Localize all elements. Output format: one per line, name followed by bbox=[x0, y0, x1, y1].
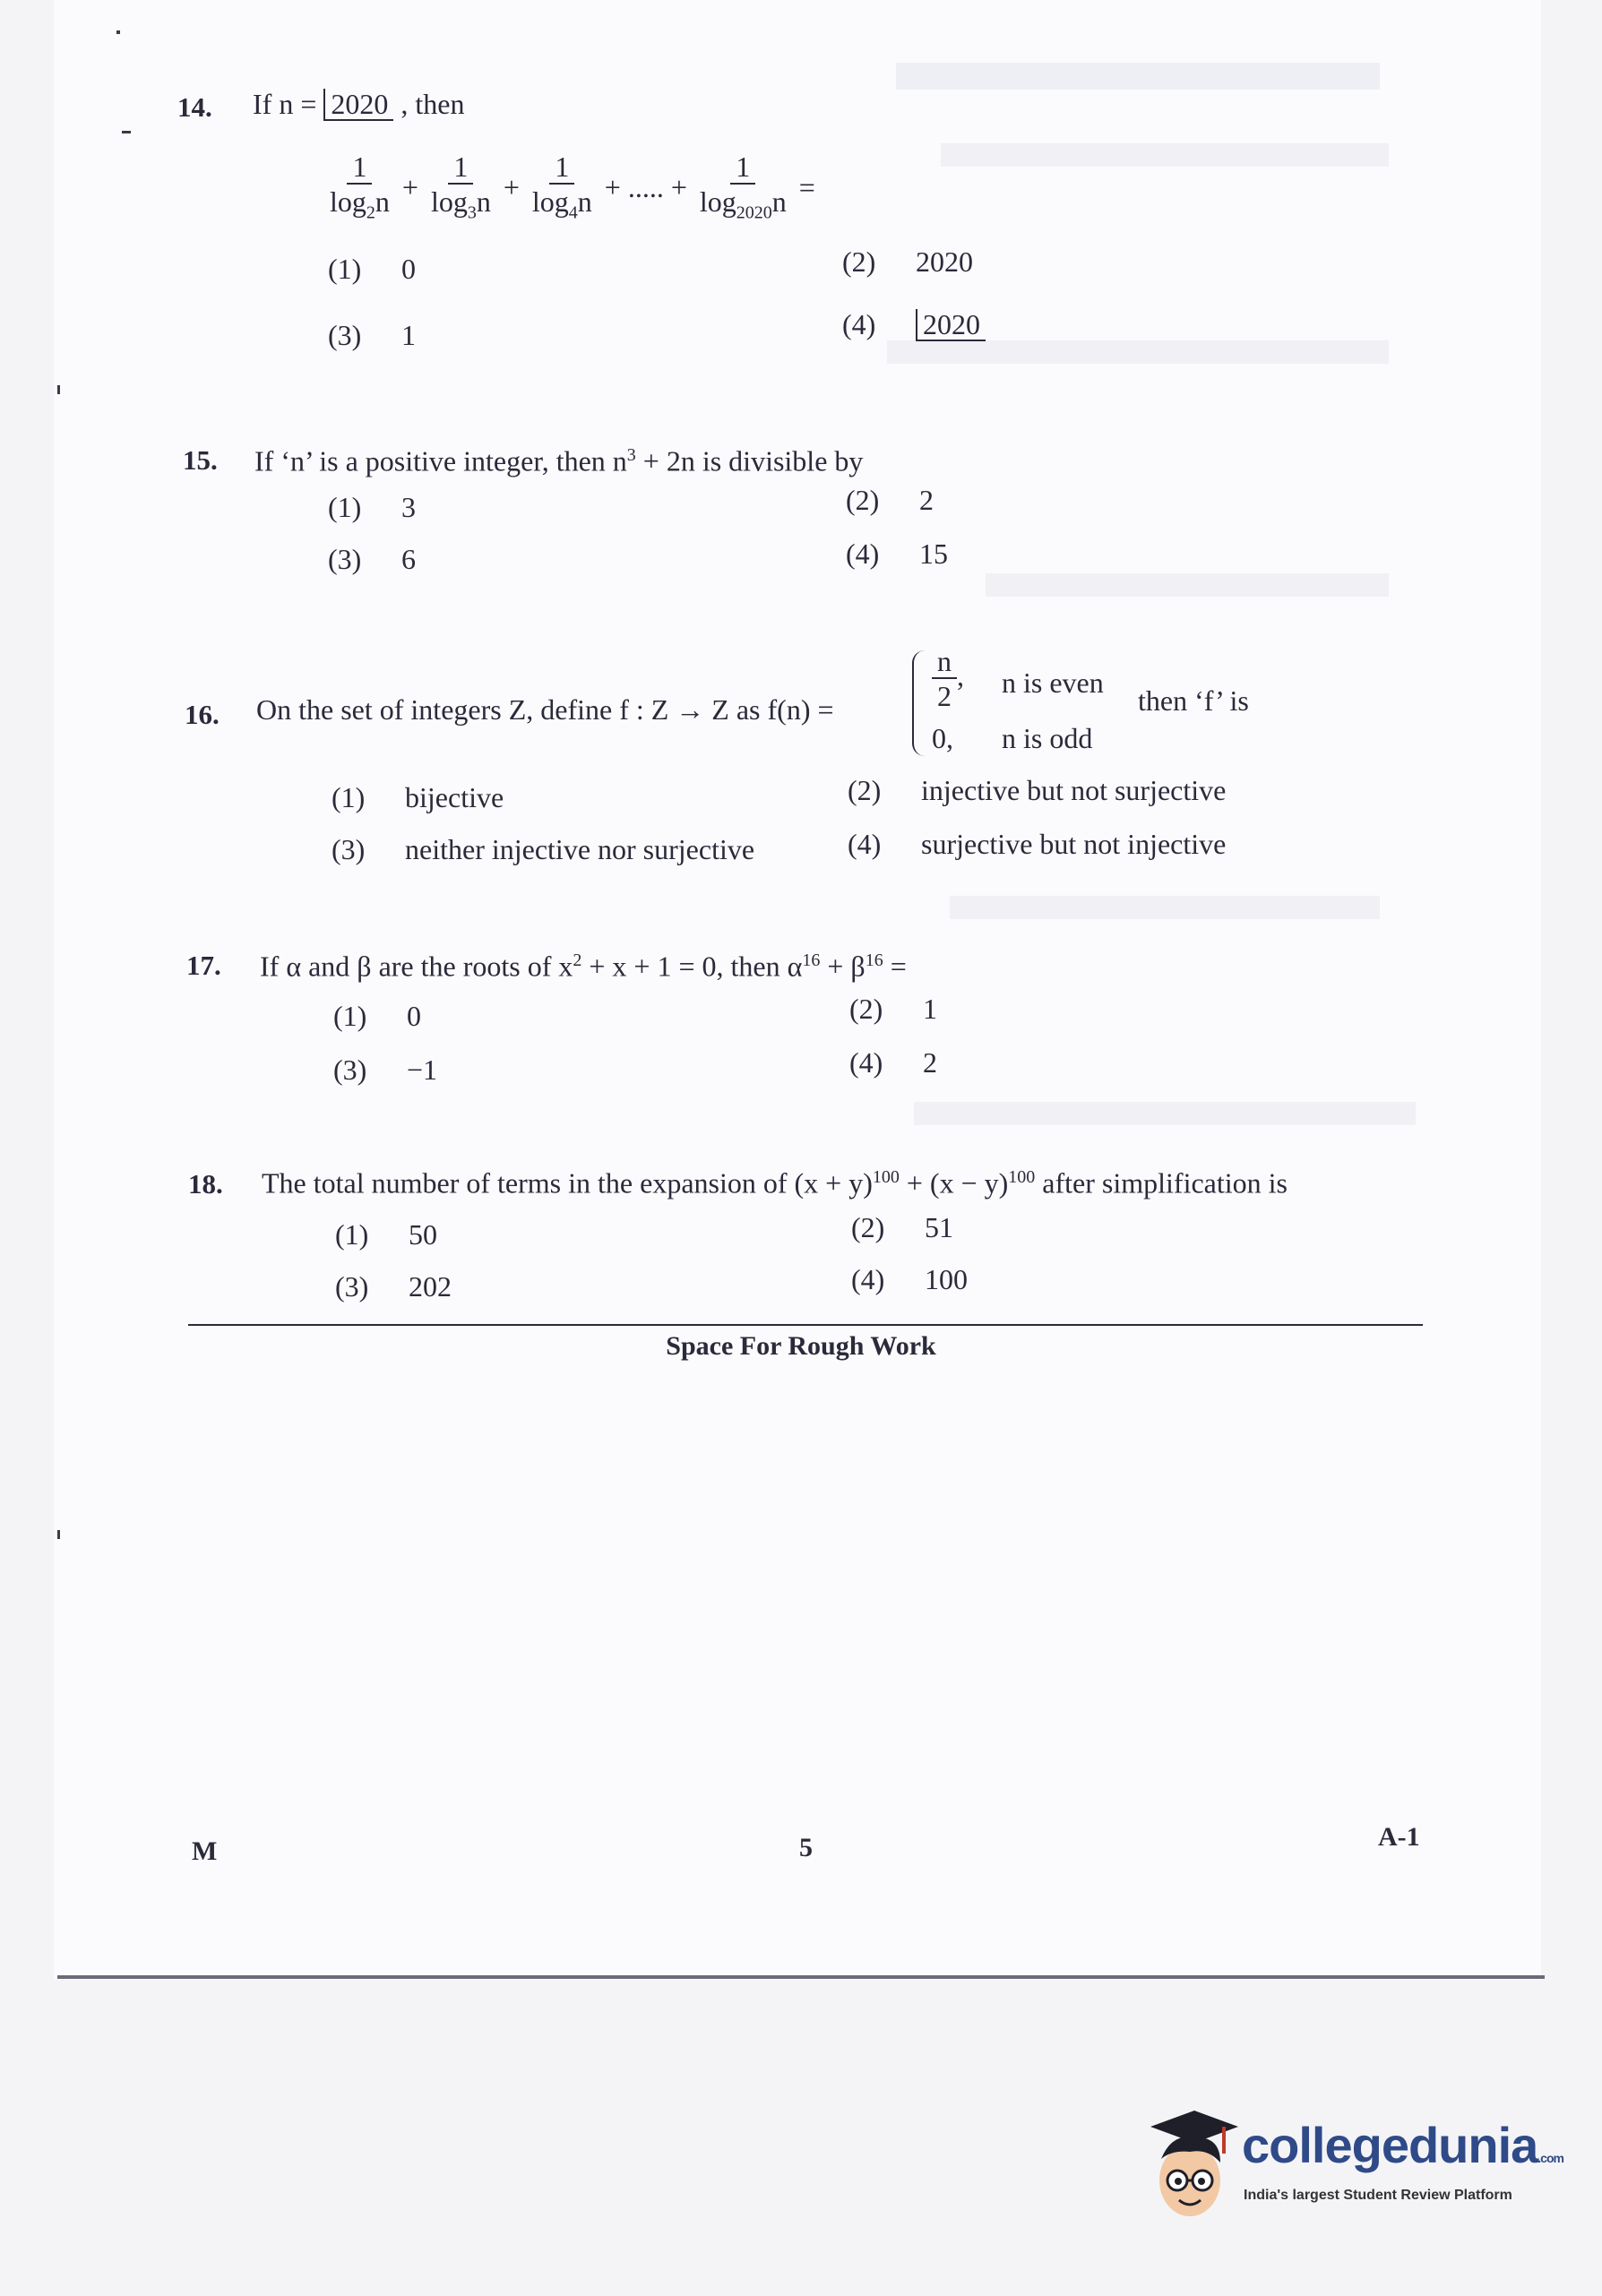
q15-option-3[interactable]: (3) 6 bbox=[328, 543, 416, 575]
q15-option-1[interactable]: (1) 3 bbox=[328, 491, 416, 523]
q14-option-1[interactable]: (1) 0 bbox=[328, 253, 416, 285]
q18-option-3[interactable]: (3) 202 bbox=[335, 1270, 452, 1303]
q14-stem-then: , then bbox=[400, 88, 465, 120]
question-18-stem: The total number of terms in the expansion of $(x + y)^{100} + (x - y)^{100}$ after simplification is bbox=[262, 1166, 1288, 1200]
q14-stem-if: If n = bbox=[253, 88, 317, 120]
q17-option-1[interactable]: (1) 0 bbox=[333, 1000, 421, 1032]
collegedunia-logo[interactable] bbox=[1145, 2105, 1563, 2231]
question-number-14: 14. bbox=[177, 91, 212, 123]
q14-option-4[interactable]: (4) 2020 bbox=[842, 308, 986, 341]
show-through-text bbox=[887, 340, 1389, 364]
scan-mark bbox=[57, 385, 60, 394]
q16-case-2-value: 0, bbox=[932, 722, 953, 754]
q16-option-3[interactable]: (3) neither injective nor surjective bbox=[332, 833, 755, 865]
q14-fraction-2: $\frac{1}{\log_3n}$ bbox=[430, 150, 491, 223]
logo-wordmark: collegedunia.com bbox=[1242, 2117, 1563, 2173]
q16-case-1-value: $\frac{n}{2}$ , bbox=[932, 647, 964, 711]
question-14-expression: $\frac{1}{\log_2n}$ + $\frac{1}{\log_3n}$ + $\frac{1}{\log_4n}$ + ..... + $\frac{1}{\log_{2020}n}$ = bbox=[324, 152, 823, 228]
q18-option-1[interactable]: (1) 50 bbox=[335, 1218, 437, 1251]
logo-tagline: India's largest Student Review Platform bbox=[1244, 2188, 1512, 2203]
piecewise-brace bbox=[912, 650, 930, 756]
footer-series-code: M bbox=[192, 1836, 218, 1866]
q16-option-4[interactable]: (4) surjective but not injective bbox=[848, 828, 1227, 860]
q16-option-2[interactable]: (2) injective but not surjective bbox=[848, 774, 1227, 806]
q18-option-4[interactable]: (4) 100 bbox=[851, 1263, 968, 1295]
q14-option-3[interactable]: (3) 1 bbox=[328, 319, 416, 351]
question-14-stem bbox=[253, 86, 464, 122]
q14-option-2[interactable]: (2) 2020 bbox=[842, 245, 973, 278]
rough-work-divider bbox=[188, 1324, 1423, 1326]
show-through-text bbox=[950, 896, 1380, 919]
question-number-15: 15. bbox=[183, 444, 218, 476]
q16-option-1[interactable]: (1) bijective bbox=[332, 781, 504, 813]
q14-fraction-1: $\frac{1}{\log_2n}$ bbox=[330, 150, 390, 223]
q15-option-2[interactable]: (2) 2 bbox=[846, 484, 934, 516]
show-through-text bbox=[986, 573, 1389, 597]
q17-option-4[interactable]: (4) 2 bbox=[849, 1046, 937, 1079]
footer-page-number: 5 bbox=[799, 1833, 813, 1862]
question-number-18: 18. bbox=[188, 1168, 223, 1200]
q15-option-4[interactable]: (4) 15 bbox=[846, 537, 948, 570]
scan-mark bbox=[122, 131, 131, 133]
q16-case-1-condition: n is even bbox=[1002, 666, 1104, 699]
scan-mark bbox=[116, 30, 120, 34]
q14-factorial-value: 2020 bbox=[323, 89, 393, 121]
q14-fraction-4: $\frac{1}{\log_{2020}n}$ bbox=[699, 150, 787, 223]
question-16-stem: On the set of integers Z, define f : Z → Z as f(n) = bbox=[256, 693, 834, 726]
question-number-17: 17. bbox=[186, 950, 221, 981]
show-through-text bbox=[941, 143, 1389, 167]
scan-mark bbox=[57, 1530, 60, 1539]
question-17-stem: If α and β are the roots of $x^2 + x + 1 = 0$, then $\alpha^{16} + \beta^{16}$ = bbox=[260, 950, 907, 983]
q17-option-2[interactable]: (2) 1 bbox=[849, 993, 937, 1025]
question-number-16: 16. bbox=[185, 699, 220, 730]
show-through-text bbox=[896, 63, 1380, 90]
question-15-stem: If ‘n’ is a positive integer, then $n^3 + 2n$ is divisible by bbox=[254, 444, 864, 477]
q17-option-3[interactable]: (3) −1 bbox=[333, 1053, 438, 1086]
q16-case-2-condition: n is odd bbox=[1002, 722, 1093, 754]
page-edge bbox=[57, 1975, 1545, 1979]
q16-stem-tail: then ‘f’ is bbox=[1138, 684, 1249, 717]
q14-fraction-3: $\frac{1}{\log_4n}$ bbox=[531, 150, 592, 223]
q18-option-2[interactable]: (2) 51 bbox=[851, 1211, 953, 1243]
exam-page bbox=[54, 0, 1541, 1980]
footer-version-code: A-1 bbox=[1378, 1822, 1420, 1852]
rough-work-label: Space For Rough Work bbox=[666, 1331, 936, 1361]
mascot-icon bbox=[1145, 2105, 1244, 2231]
show-through-text bbox=[914, 1102, 1416, 1125]
